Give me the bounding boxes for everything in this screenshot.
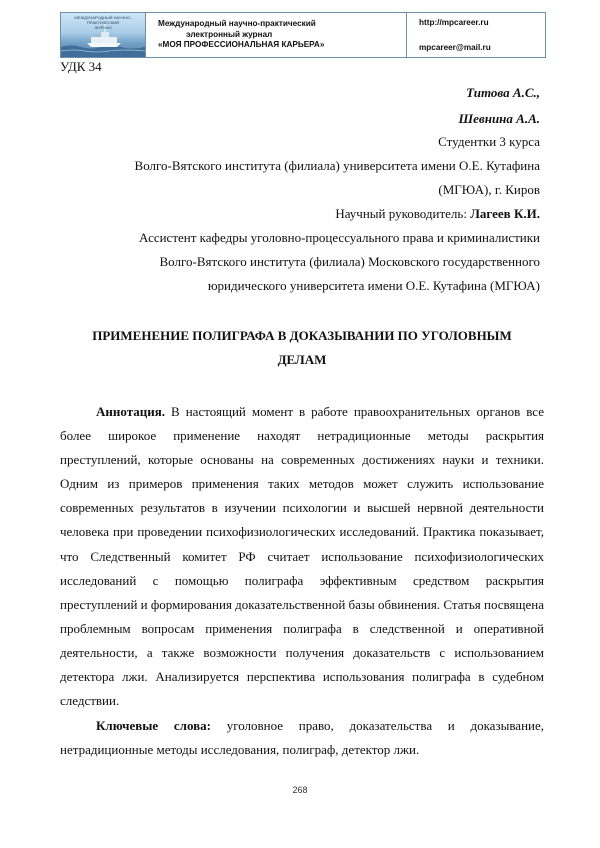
affiliation-line: Волго-Вятского института (филиала) университета имени О.Е. Кутафина [134, 158, 540, 173]
journal-email-link[interactable]: mpcareer@mail.ru [419, 43, 491, 52]
supervisor-label: Научный руководитель: [335, 206, 467, 221]
article-title-line: ПРИМЕНЕНИЕ ПОЛИГРАФА В ДОКАЗЫВАНИИ ПО УГОЛОВНЫМ [92, 328, 512, 343]
journal-logo [61, 13, 146, 57]
abstract-paragraph [60, 400, 544, 713]
journal-name-line: электронный журнал [186, 29, 273, 39]
supervisor-position-line: Ассистент кафедры уголовно-процессуального права и криминалистики [139, 230, 540, 245]
logo-text-line: ЖУРНАЛ [94, 25, 112, 30]
supervisor-position-line: Волго-Вятского института (филиала) Московского государственного [159, 254, 540, 269]
journal-name-line: Международный научно-практический [158, 19, 316, 29]
logo-text-line: МЕЖДУНАРОДНЫЙ НАУЧНО- [74, 15, 132, 20]
supervisor-name: Лагеев К.И. [470, 206, 540, 221]
author-name: Шевнина А.А. [458, 111, 540, 126]
udk-code: УДК 34 [60, 59, 102, 74]
supervisor-position-line: юридического университета имени О.Е. Кутафина (МГЮА) [207, 278, 540, 293]
affiliation-line: Студентки 3 курса [438, 134, 540, 149]
supervisor-line [335, 206, 540, 222]
page-number: 268 [292, 785, 308, 795]
journal-name [146, 13, 407, 57]
keywords-label: Ключевые слова: [96, 718, 211, 733]
journal-header [60, 12, 546, 58]
logo-text-line: ПРАКТИЧЕСКИЙ [87, 20, 119, 25]
affiliation-line: (МГЮА), г. Киров [438, 182, 540, 197]
journal-contacts [407, 13, 545, 57]
journal-url-link[interactable]: http://mpcareer.ru [419, 18, 489, 27]
keywords-text: уголовное право, доказательства и доказывание, нетрадиционные методы исследования, полиграф, детектор лжи. [60, 718, 544, 758]
article-title-line: ДЕЛАМ [277, 352, 327, 367]
keywords-paragraph [60, 714, 544, 762]
author-name: Титова А.С., [466, 85, 540, 100]
journal-name-line: «МОЯ ПРОФЕССИОНАЛЬНАЯ КАРЬЕРА» [158, 40, 325, 50]
abstract-label: Аннотация. [96, 404, 166, 419]
abstract-text: В настоящий момент в работе правоохранительных органов все более широкое применение находят нетрадиционные методы раскрытия преступлений, которые основаны на современных достижениях науки и техники. Одним из примеров применения таких методов может служить использование современных результатов в изучении психологии и высшей нервной деятельности человека при проведении психофизиологических исследований. Практика показывает, что Следственный комитет РФ считает использование психофизиологических исследований с помощью полиграфа эффективным средством раскрытия преступлений и формирования доказательственной базы обвинения. Статья посвящена проблемным вопросам применения полиграфа в следственной и оперативной деятельности, а также возможности получения доказательств с использованием детектора лжи. Анализируется перспектива использования полиграфа в судебном следствии. [60, 404, 545, 709]
